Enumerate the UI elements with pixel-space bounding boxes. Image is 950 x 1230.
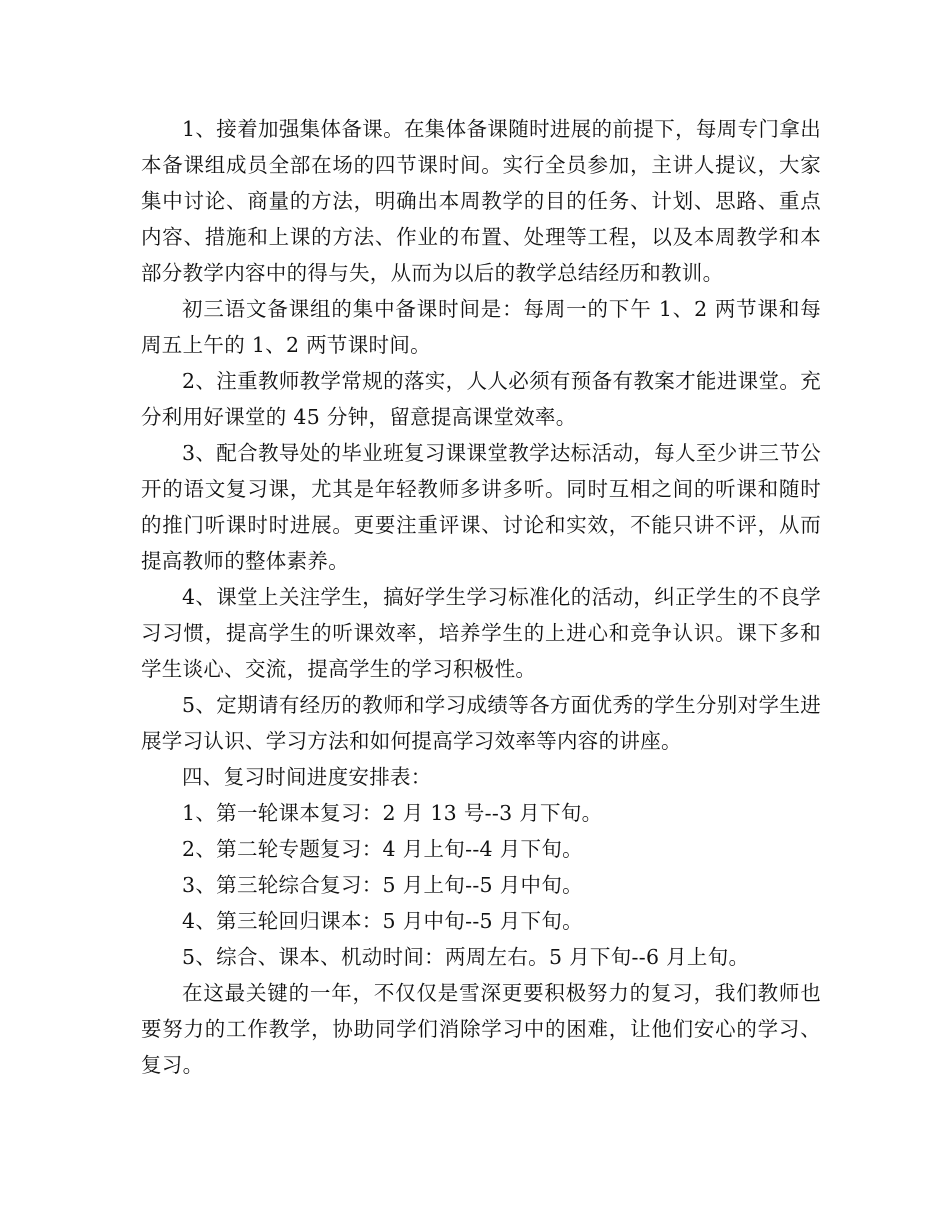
schedule-item-2: 2、第二轮专题复习：4 月上旬--4 月下旬。 [182, 837, 583, 861]
schedule-item-5: 5、综合、课本、机动时间：两周左右。5 月下旬--6 月上旬。 [182, 945, 750, 969]
paragraph-review-lessons: 3、配合教导处的毕业班复习课课堂教学达标活动，每人至少讲三节公开的语文复习课，尤其是年轻教师多讲多听。同时互相之间的听课和随时的推门听课时时进展。更要注重评课、讨论和实效，不能只讲不评，从而提高教师的整体素养。 [141, 441, 821, 573]
section-heading-schedule: 四、复习时间进度安排表： [182, 765, 432, 789]
schedule-item-4: 4、第三轮回归课本：5 月中旬--5 月下旬。 [182, 909, 583, 933]
paragraph-prep-schedule: 初三语文备课组的集中备课时间是：每周一的下午 1、2 两节课和每周五上午的 1、2 两节课时间。 [141, 297, 821, 357]
schedule-item-1: 1、第一轮课本复习：2 月 13 号--3 月下旬。 [182, 801, 603, 825]
paragraph-student-focus: 4、课堂上关注学生，搞好学生学习标准化的活动，纠正学生的不良学习习惯，提高学生的听课效率，培养学生的上进心和竞争认识。课下多和学生谈心、交流，提高学生的学习积极性。 [141, 585, 821, 681]
schedule-item-3: 3、第三轮综合复习：5 月上旬--5 月中旬。 [182, 873, 583, 897]
paragraph-teaching-routine: 2、注重教师教学常规的落实，人人必须有预备有教案才能进课堂。充分利用好课堂的 45 分钟，留意提高课堂效率。 [141, 369, 821, 429]
document-body [141, 111, 821, 1083]
paragraph-conclusion: 在这最关键的一年，不仅仅是雪深更要积极努力的复习，我们教师也要努力的工作教学，协助同学们消除学习中的困难，让他们安心的学习、复习。 [141, 981, 821, 1077]
paragraph-lectures: 5、定期请有经历的教师和学习成绩等各方面优秀的学生分别对学生进展学习认识、学习方法和如何提高学习效率等内容的讲座。 [141, 693, 821, 753]
paragraph-collective-lesson-prep: 1、接着加强集体备课。在集体备课随时进展的前提下，每周专门拿出本备课组成员全部在场的四节课时间。实行全员参加，主讲人提议，大家集中讨论、商量的方法，明确出本周教学的目的任务、计划、思路、重点内容、措施和上课的方法、作业的布置、处理等工程，以及本周教学和本部分教学内容中的得与失，从而为以后的教学总结经历和教训。 [141, 117, 821, 285]
